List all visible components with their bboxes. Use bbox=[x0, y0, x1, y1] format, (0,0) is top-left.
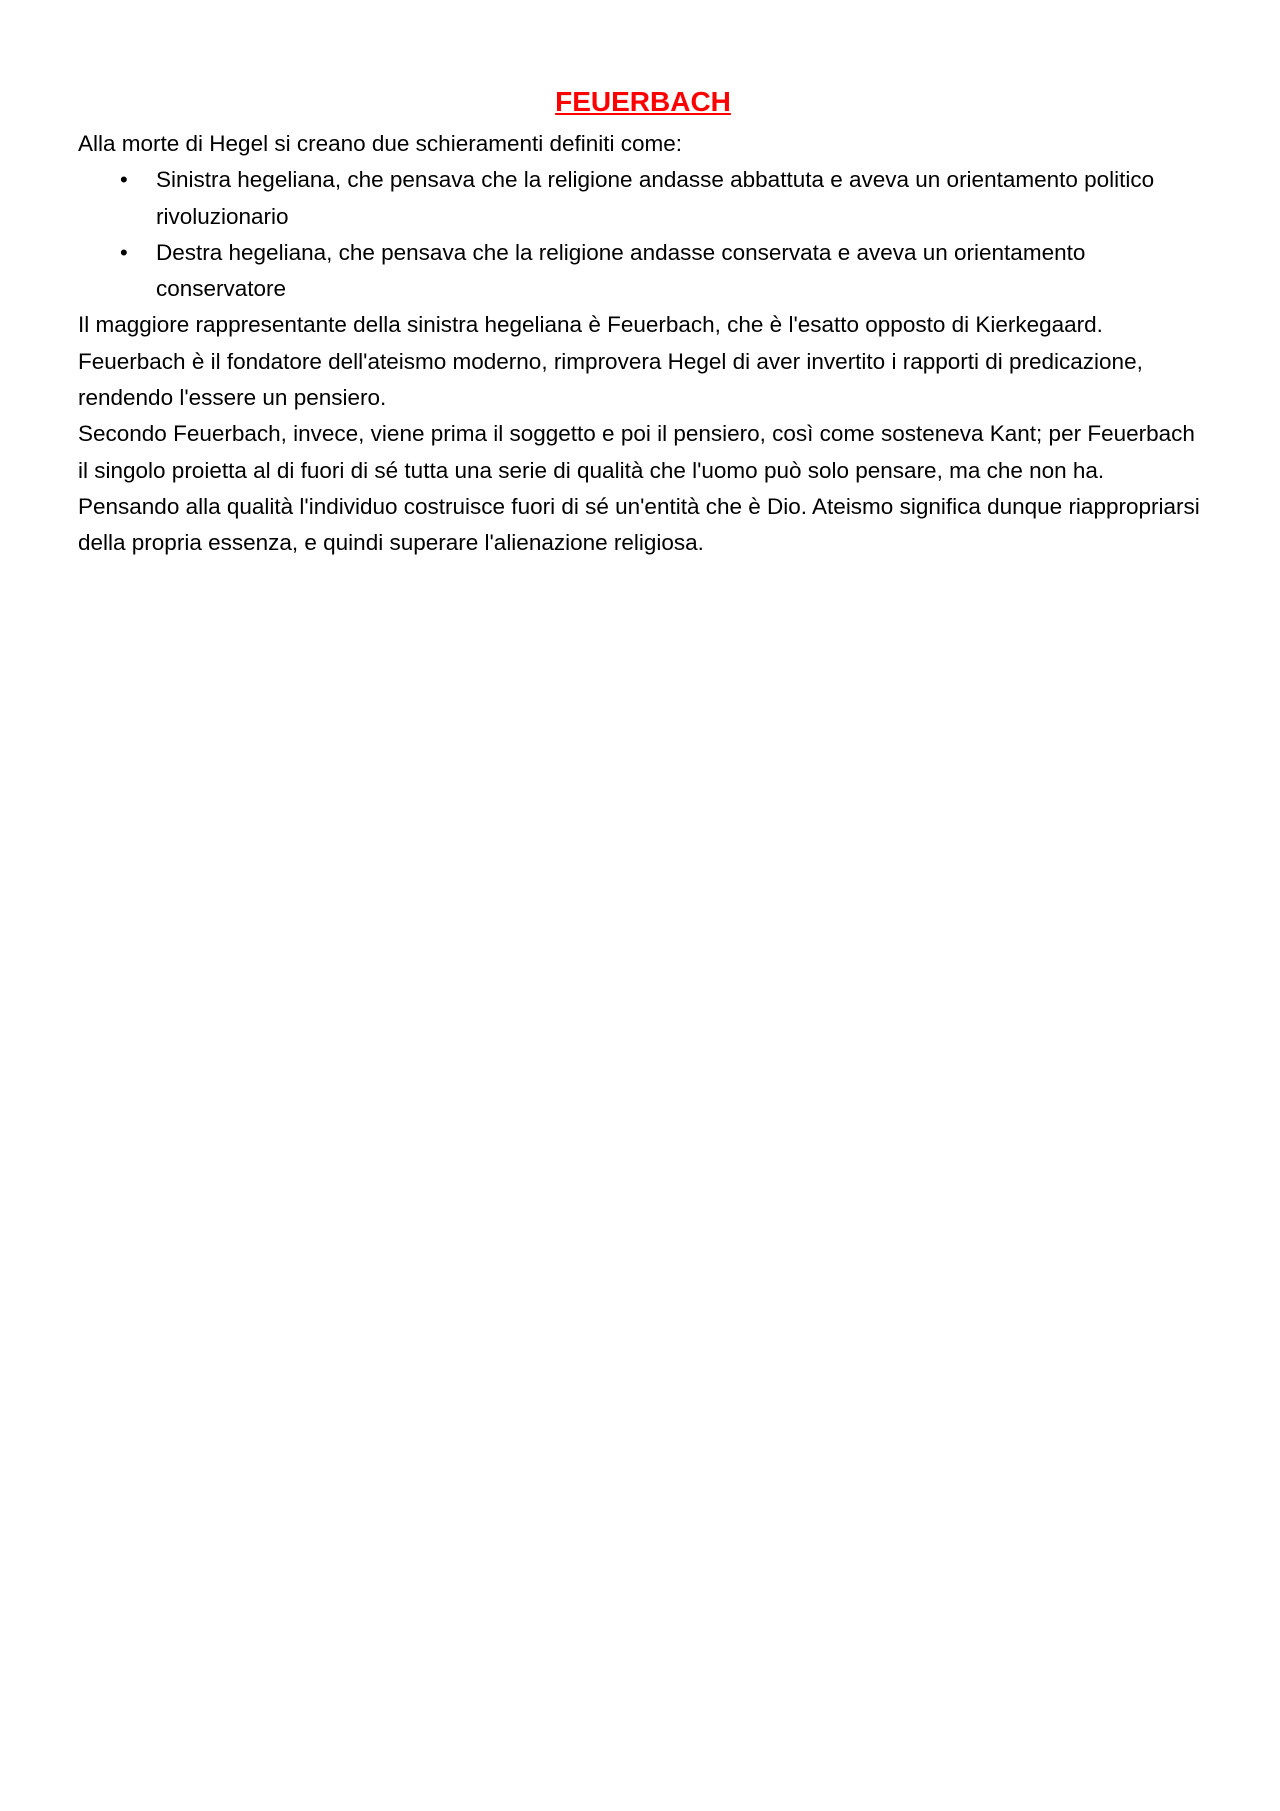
document-page bbox=[78, 82, 1208, 562]
bullet-text: Sinistra hegeliana, che pensava che la religione andasse abbattuta e aveva un orientamento politico rivoluzionario bbox=[156, 167, 1155, 229]
bullet-list bbox=[78, 162, 1208, 307]
bullet-item bbox=[78, 235, 1208, 308]
bullet-icon: • bbox=[120, 239, 128, 265]
bullet-text: Destra hegeliana, che pensava che la religione andasse conservata e aveva un orientamento conservatore bbox=[156, 239, 1086, 302]
bullet-item bbox=[78, 162, 1208, 235]
intro-paragraph: Alla morte di Hegel si creano due schieramenti definiti come: bbox=[78, 131, 683, 156]
body-paragraph-1: Il maggiore rappresentante della sinistra hegeliana è Feuerbach, che è l'esatto opposto di Kierkegaard. Feuerbach è il fondatore dell'ateismo moderno, rimprovera Hegel di aver invertito i rapporti di predicazione, rendendo l'essere un pensiero. bbox=[78, 312, 1143, 411]
body-paragraph-2: Secondo Feuerbach, invece, viene prima il soggetto e poi il pensiero, così come sosteneva Kant; per Feuerbach il singolo proietta al di fuori di sé tutta una serie di qualità che l'uomo può solo pensare, ma che non ha. Pensando alla qualità l'individuo costruisce fuori di sé un'entità che è Dio. Ateismo significa dunque riappropriarsi della propria essenza, e quindi superare l'alienazione religiosa. bbox=[78, 421, 1200, 556]
document-title: FEUERBACH bbox=[555, 86, 731, 117]
bullet-icon: • bbox=[120, 167, 128, 193]
